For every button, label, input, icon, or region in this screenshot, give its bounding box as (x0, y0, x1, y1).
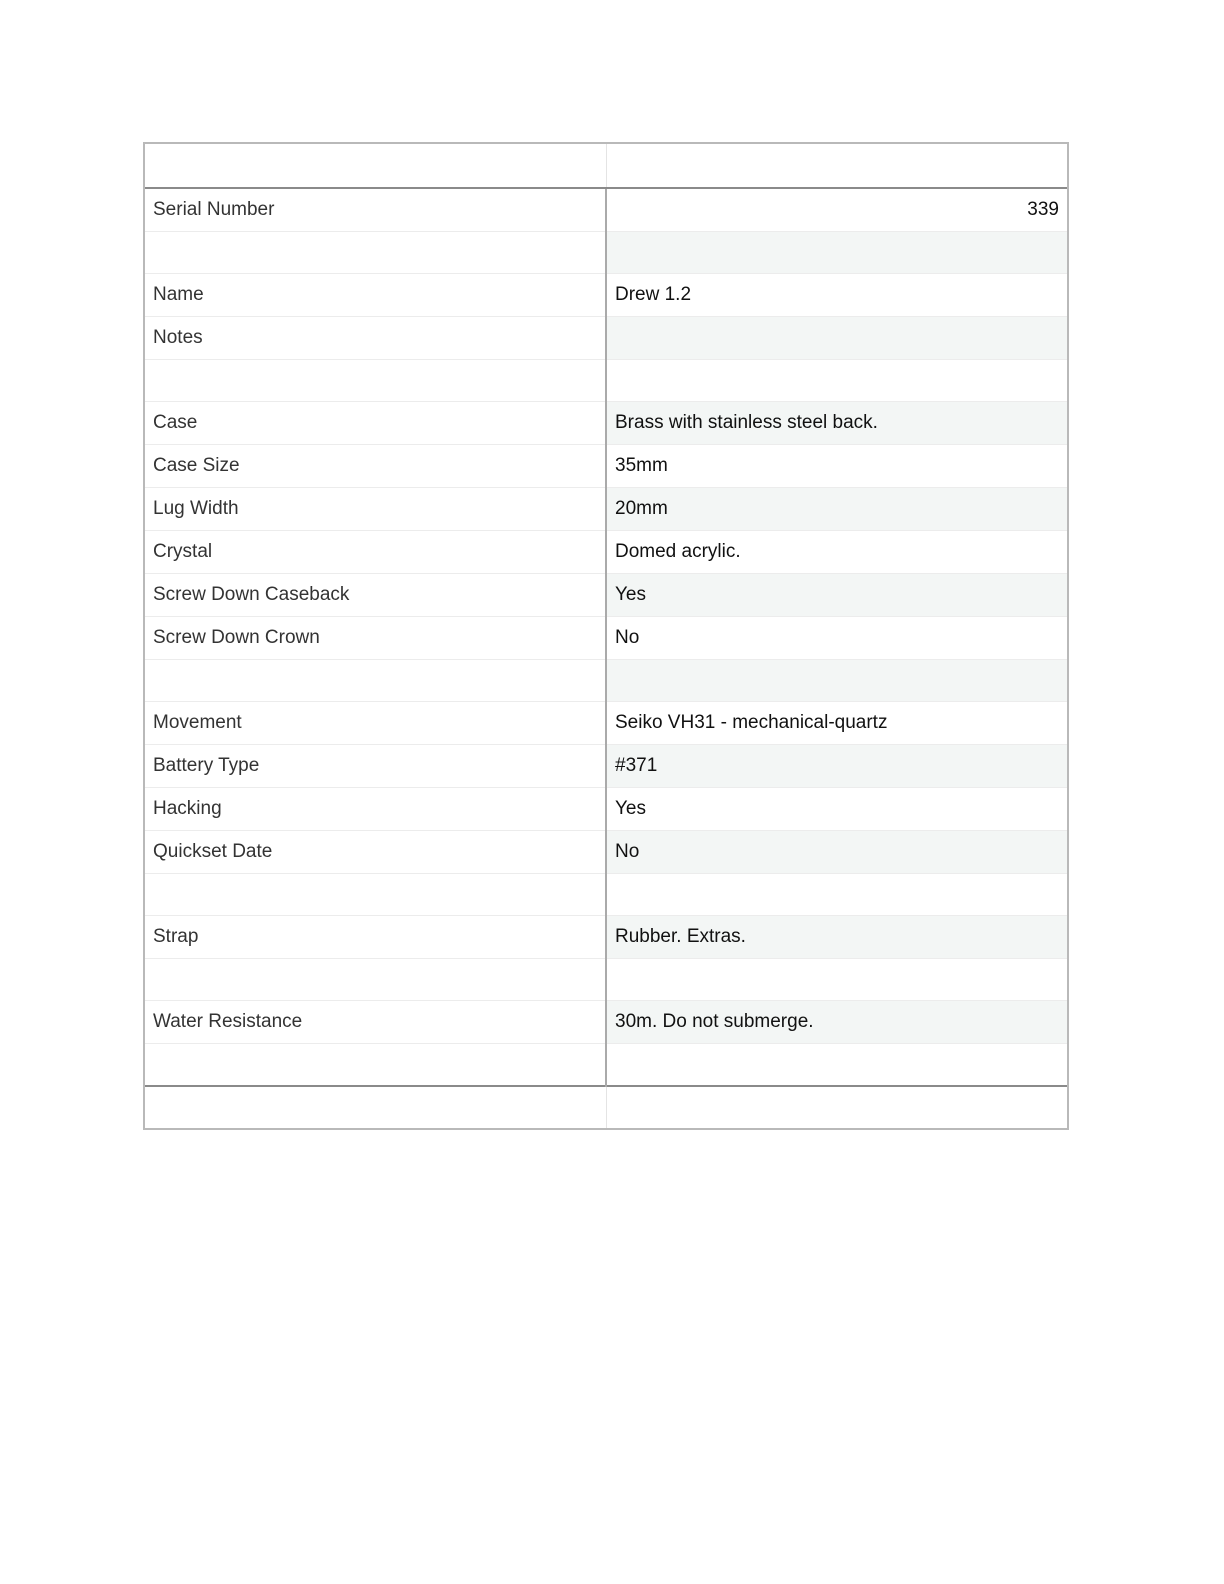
table-row (145, 360, 1067, 402)
table-row (145, 1044, 1067, 1086)
table-row (145, 1001, 1067, 1044)
table-row (145, 402, 1067, 445)
row-value: Domed acrylic. (606, 531, 1067, 574)
table-row (145, 317, 1067, 360)
row-label (145, 1044, 606, 1086)
row-label (145, 660, 606, 702)
table-row (145, 488, 1067, 531)
footer-row (145, 1086, 1067, 1128)
table-row (145, 874, 1067, 916)
table-row (145, 531, 1067, 574)
row-label: Serial Number (145, 188, 606, 232)
row-value: Rubber. Extras. (606, 916, 1067, 959)
row-value: No (606, 617, 1067, 660)
header-cell (145, 144, 606, 188)
spec-table (145, 144, 1067, 1128)
row-value (606, 1044, 1067, 1086)
row-label: Strap (145, 916, 606, 959)
row-value: #371 (606, 745, 1067, 788)
row-label: Notes (145, 317, 606, 360)
row-value (606, 232, 1067, 274)
row-label: Hacking (145, 788, 606, 831)
table-row (145, 445, 1067, 488)
row-label (145, 360, 606, 402)
row-value: Seiko VH31 - mechanical-quartz (606, 702, 1067, 745)
row-label (145, 874, 606, 916)
row-value: No (606, 831, 1067, 874)
table-row (145, 745, 1067, 788)
footer-cell (606, 1086, 1067, 1128)
table-row (145, 959, 1067, 1001)
row-label: Quickset Date (145, 831, 606, 874)
row-value: Brass with stainless steel back. (606, 402, 1067, 445)
table-row (145, 617, 1067, 660)
table-row (145, 831, 1067, 874)
row-label (145, 232, 606, 274)
row-value (606, 959, 1067, 1001)
table-row (145, 274, 1067, 317)
row-value: Yes (606, 574, 1067, 617)
row-value: 35mm (606, 445, 1067, 488)
row-label: Name (145, 274, 606, 317)
row-label: Battery Type (145, 745, 606, 788)
row-value (606, 317, 1067, 360)
table-row (145, 660, 1067, 702)
row-value (606, 660, 1067, 702)
row-value (606, 360, 1067, 402)
row-value: Drew 1.2 (606, 274, 1067, 317)
row-label: Screw Down Crown (145, 617, 606, 660)
table-row (145, 916, 1067, 959)
footer-cell (145, 1086, 606, 1128)
row-label: Lug Width (145, 488, 606, 531)
row-label: Case Size (145, 445, 606, 488)
table-row (145, 574, 1067, 617)
row-label: Crystal (145, 531, 606, 574)
row-value (606, 874, 1067, 916)
table-row (145, 188, 1067, 232)
spec-sheet (143, 142, 1069, 1130)
row-label: Water Resistance (145, 1001, 606, 1044)
row-label: Case (145, 402, 606, 445)
row-label (145, 959, 606, 1001)
row-value: 339 (606, 188, 1067, 232)
row-value: 30m. Do not submerge. (606, 1001, 1067, 1044)
header-cell (606, 144, 1067, 188)
row-label: Movement (145, 702, 606, 745)
row-label: Screw Down Caseback (145, 574, 606, 617)
table-row (145, 232, 1067, 274)
row-value: 20mm (606, 488, 1067, 531)
table-row (145, 788, 1067, 831)
header-row (145, 144, 1067, 188)
row-value: Yes (606, 788, 1067, 831)
table-row (145, 702, 1067, 745)
